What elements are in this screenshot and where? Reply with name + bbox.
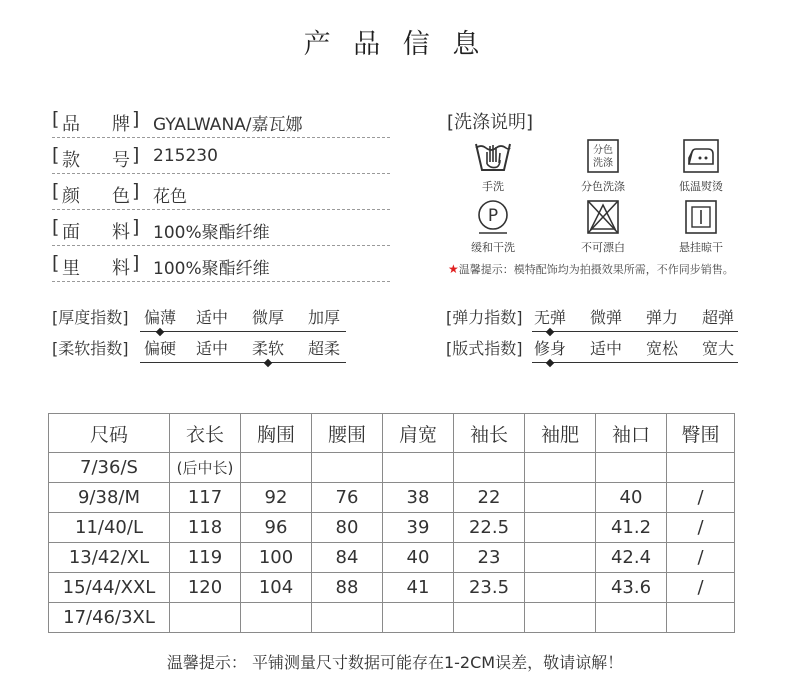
table-cell: 17/46/3XL — [49, 603, 170, 633]
table-cell: 7/36/S — [49, 453, 170, 483]
index-option: 偏薄 — [144, 308, 177, 327]
wash-label: 分色洗涤 — [581, 180, 625, 193]
index-option: 微厚 — [252, 308, 285, 327]
table-cell: 22.5 — [454, 513, 525, 543]
table-header-cell: 肩宽 — [383, 414, 454, 453]
washing-tip: ★温馨提示：模特配饰均为拍摄效果所需，不作同步销售。 — [448, 262, 734, 276]
wash-label: 缓和干洗 — [471, 241, 515, 254]
index-option: 适中 — [196, 308, 229, 327]
table-cell: 43.6 — [596, 573, 667, 603]
bracket: [ — [52, 216, 60, 238]
index-marker — [264, 359, 272, 367]
wash-item-gentle-dry-clean — [448, 199, 538, 255]
table-cell: 96 — [241, 513, 312, 543]
index-option: 宽大 — [702, 339, 735, 358]
measurement-tip: 温馨提示： 平铺测量尺寸数据可能存在1-2CM误差，敬请谅解！ — [166, 653, 624, 672]
separate-color-wash-icon — [585, 138, 621, 174]
info-value: 100%聚酯纤维 — [153, 259, 270, 279]
table-cell — [454, 603, 525, 633]
table-cell: 13/42/XL — [49, 543, 170, 573]
table-cell: 40 — [383, 543, 454, 573]
table-cell: 23 — [454, 543, 525, 573]
table-cell: 42.4 — [596, 543, 667, 573]
table-header-cell: 腰围 — [312, 414, 383, 453]
softness-index — [52, 333, 352, 363]
bracket: [ — [52, 144, 60, 166]
page-title: 产 品 信 息 — [303, 29, 487, 60]
table-cell — [525, 603, 596, 633]
wash-item-hand-wash — [448, 138, 538, 194]
info-value: 100%聚酯纤维 — [153, 223, 270, 243]
index-label: [版式指数] — [446, 339, 523, 358]
table-cell — [525, 483, 596, 513]
hand-wash-icon — [473, 138, 513, 174]
table-header-cell: 袖口 — [596, 414, 667, 453]
bracket: ] — [132, 144, 140, 166]
wash-item-low-temp-iron — [656, 138, 746, 194]
no-bleach-icon — [584, 199, 622, 235]
table-cell — [667, 603, 735, 633]
gentle-dry-clean-icon — [474, 199, 512, 235]
table-cell: 84 — [312, 543, 383, 573]
table-cell: 41.2 — [596, 513, 667, 543]
table-cell — [241, 453, 312, 483]
info-value: 215230 — [153, 146, 218, 166]
info-row-color — [52, 177, 390, 210]
table-cell — [312, 453, 383, 483]
svg-text:分色: 分色 — [593, 145, 613, 156]
bracket: [ — [52, 252, 60, 274]
svg-text:P: P — [487, 206, 499, 226]
table-cell: 92 — [241, 483, 312, 513]
table-cell — [525, 513, 596, 543]
table-cell: / — [667, 483, 735, 513]
index-scale — [532, 336, 738, 363]
table-cell: 117 — [170, 483, 241, 513]
table-cell: 23.5 — [454, 573, 525, 603]
table-row — [49, 573, 735, 603]
wash-item-no-bleach — [558, 199, 648, 255]
table-cell: 88 — [312, 573, 383, 603]
index-option: 超柔 — [308, 339, 341, 358]
info-row-brand — [52, 105, 390, 138]
info-label: 款 号 — [62, 150, 130, 171]
table-cell: / — [667, 573, 735, 603]
index-scale — [532, 305, 738, 332]
table-cell: 11/40/L — [49, 513, 170, 543]
index-option: 适中 — [590, 339, 623, 358]
table-cell — [596, 453, 667, 483]
bracket: [ — [52, 180, 60, 202]
table-cell: / — [667, 513, 735, 543]
info-label: 里 料 — [62, 258, 130, 279]
table-cell — [241, 603, 312, 633]
index-option: 适中 — [196, 339, 229, 358]
table-row — [49, 543, 735, 573]
table-cell: 119 — [170, 543, 241, 573]
table-cell: 118 — [170, 513, 241, 543]
table-cell: 38 — [383, 483, 454, 513]
index-option: 微弹 — [590, 308, 623, 327]
fit-index — [446, 333, 746, 363]
table-cell: 15/44/XXL — [49, 573, 170, 603]
table-header-cell: 袖肥 — [525, 414, 596, 453]
index-option: 弹力 — [646, 308, 679, 327]
table-header-cell: 尺码 — [49, 414, 170, 453]
wash-item-separate-color — [558, 138, 648, 194]
wash-label: 手洗 — [482, 180, 504, 193]
bracket: ] — [132, 108, 140, 130]
index-scale — [140, 305, 346, 332]
info-row-style-number — [52, 141, 390, 174]
table-row — [49, 453, 735, 483]
table-header-row — [49, 414, 735, 453]
table-cell: 80 — [312, 513, 383, 543]
hang-dry-icon — [682, 199, 720, 235]
bracket: ] — [132, 216, 140, 238]
table-cell: 76 — [312, 483, 383, 513]
table-cell: 41 — [383, 573, 454, 603]
table-cell: 100 — [241, 543, 312, 573]
info-label: 颜 色 — [62, 186, 130, 207]
index-option: 超弹 — [702, 308, 735, 327]
table-header-cell: 衣长 — [170, 414, 241, 453]
table-cell — [383, 453, 454, 483]
bracket: ] — [132, 180, 140, 202]
table-cell: (后中长) — [170, 453, 241, 483]
index-option: 柔软 — [252, 339, 285, 358]
table-header-cell: 袖长 — [454, 414, 525, 453]
elasticity-index — [446, 302, 746, 332]
index-option: 修身 — [534, 339, 567, 358]
table-cell — [383, 603, 454, 633]
table-cell: 22 — [454, 483, 525, 513]
index-option: 无弹 — [534, 308, 567, 327]
table-cell — [667, 453, 735, 483]
info-value: 花色 — [153, 187, 187, 207]
index-label: [柔软指数] — [52, 339, 129, 358]
wash-item-hang-dry — [656, 199, 746, 255]
table-cell — [454, 453, 525, 483]
index-option: 加厚 — [308, 308, 341, 327]
low-temp-iron-icon — [681, 138, 721, 174]
info-label: 品 牌 — [62, 114, 130, 135]
wash-label: 不可漂白 — [581, 241, 625, 254]
star-icon: ★ — [448, 262, 459, 276]
index-label: [弹力指数] — [446, 308, 523, 327]
table-cell: 104 — [241, 573, 312, 603]
table-cell: 9/38/M — [49, 483, 170, 513]
wash-label: 低温熨烫 — [679, 180, 723, 193]
table-header-cell: 臀围 — [667, 414, 735, 453]
washing-title: [洗涤说明] — [447, 112, 534, 133]
info-value: GYALWANA/嘉瓦娜 — [153, 115, 303, 135]
table-cell: 40 — [596, 483, 667, 513]
info-label: 面 料 — [62, 222, 130, 243]
table-row — [49, 513, 735, 543]
bracket: [ — [52, 108, 60, 130]
info-row-fabric — [52, 213, 390, 246]
index-option: 偏硬 — [144, 339, 177, 358]
thickness-index — [52, 302, 352, 332]
table-row — [49, 483, 735, 513]
index-marker — [546, 359, 554, 367]
index-scale — [140, 336, 346, 363]
bracket: ] — [132, 252, 140, 274]
table-cell: 39 — [383, 513, 454, 543]
size-table — [48, 413, 735, 633]
index-label: [厚度指数] — [52, 308, 129, 327]
svg-text:洗涤: 洗涤 — [593, 158, 613, 169]
table-cell — [170, 603, 241, 633]
table-header-cell: 胸围 — [241, 414, 312, 453]
wash-label: 悬挂晾干 — [679, 241, 723, 254]
table-cell — [525, 543, 596, 573]
table-cell — [596, 603, 667, 633]
info-row-lining — [52, 249, 390, 282]
table-cell — [525, 453, 596, 483]
index-option: 宽松 — [646, 339, 679, 358]
table-cell — [525, 573, 596, 603]
table-cell — [312, 603, 383, 633]
table-cell: / — [667, 543, 735, 573]
table-row — [49, 603, 735, 633]
table-cell: 120 — [170, 573, 241, 603]
